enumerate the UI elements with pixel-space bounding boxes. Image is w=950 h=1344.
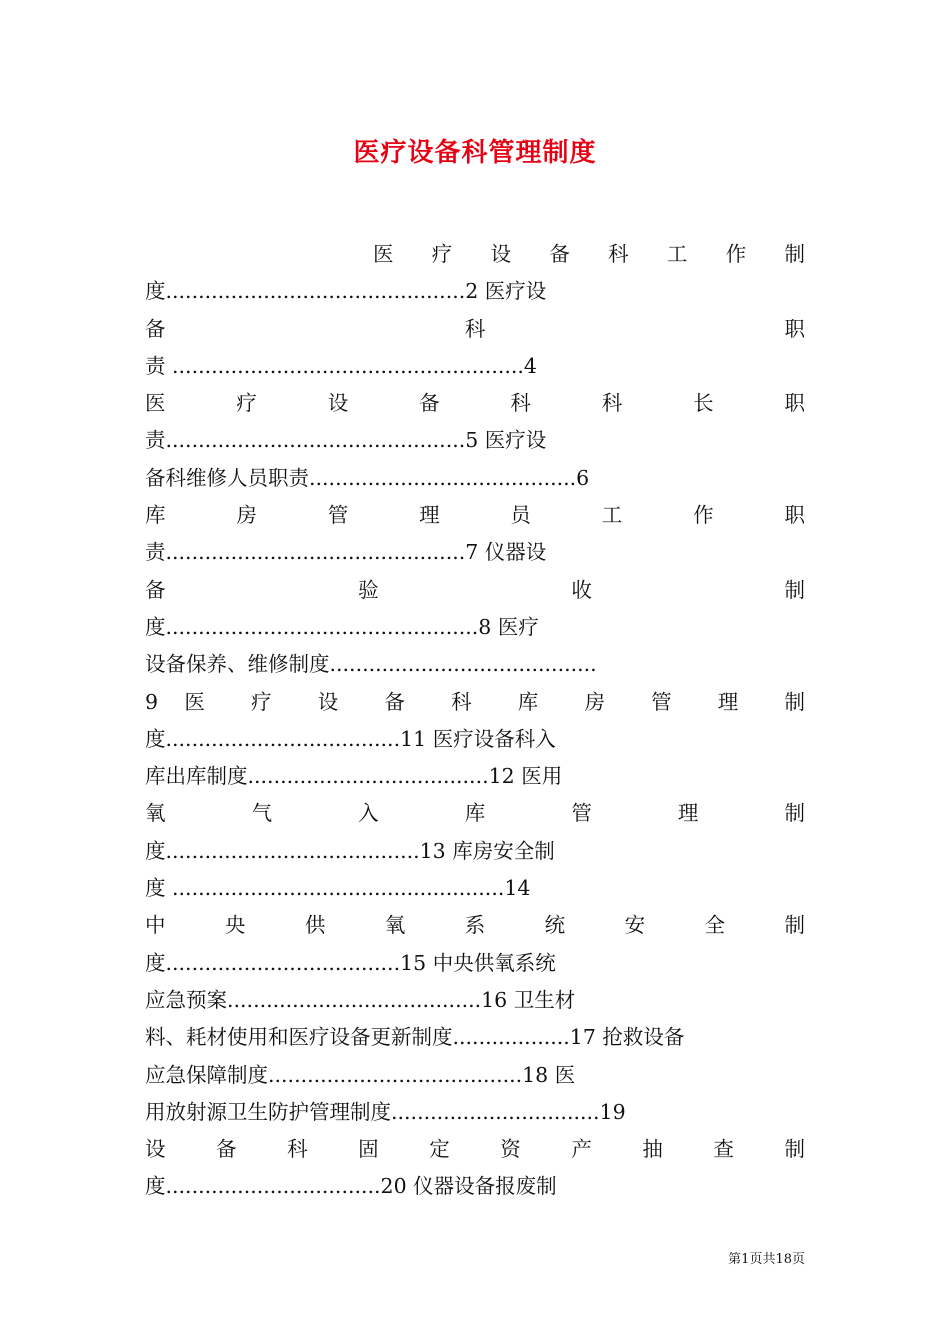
toc-line: 应急预案.......................................16 卫生材: [145, 987, 576, 1012]
toc-line: 度 ...................................................14: [145, 876, 531, 901]
toc-line: 医 疗 设 备 科 工 作 制: [373, 242, 805, 266]
toc-line: 氧 气 入 库 管 理 制: [145, 801, 805, 826]
toc-line: 应急保障制度.......................................18 医: [145, 1062, 576, 1087]
table-of-contents: [145, 236, 805, 1206]
toc-line: 备 科 职: [145, 316, 805, 341]
toc-line: 度.................................20 仪器设备报废制: [145, 1174, 557, 1199]
toc-line: 度....................................11 医疗设备科入: [145, 726, 556, 751]
toc-line: 库出库制度.....................................12 医用: [145, 764, 563, 789]
toc-line: 度.......................................13 库房安全制: [145, 838, 555, 863]
toc-line: 设 备 科 固 定 资 产 抽 查 制: [145, 1137, 805, 1162]
toc-line: 中 央 供 氧 系 统 安 全 制: [145, 913, 805, 938]
toc-line: 备科维修人员职责.........................................6: [145, 465, 590, 490]
toc-line: 医 疗 设 备 科 科 长 职: [145, 391, 805, 416]
toc-line: 设备保养、维修制度.........................................: [145, 652, 597, 677]
toc-line: 9 医 疗 设 备 科 库 房 管 理 制: [145, 689, 805, 714]
toc-line: 用放射源卫生防护管理制度................................19: [145, 1099, 626, 1124]
document-title: 医疗设备科管理制度: [353, 138, 597, 168]
toc-line: 度................................................8 医疗: [145, 614, 539, 639]
toc-line: 责..............................................5 医疗设: [145, 428, 547, 453]
toc-line: 责..............................................7 仪器设: [145, 540, 547, 565]
toc-line: 度..............................................2 医疗设: [145, 279, 547, 304]
toc-line: 料、耗材使用和医疗设备更新制度..................17 抢救设备: [145, 1025, 685, 1050]
toc-line: 度....................................15 中央供氧系统: [145, 950, 556, 975]
toc-line: 库 房 管 理 员 工 作 职: [145, 503, 805, 528]
page-footer: 第1页共18页: [728, 1252, 805, 1267]
toc-line: 责 ......................................................4: [145, 353, 537, 378]
toc-line: 备 验 收 制: [145, 577, 805, 602]
